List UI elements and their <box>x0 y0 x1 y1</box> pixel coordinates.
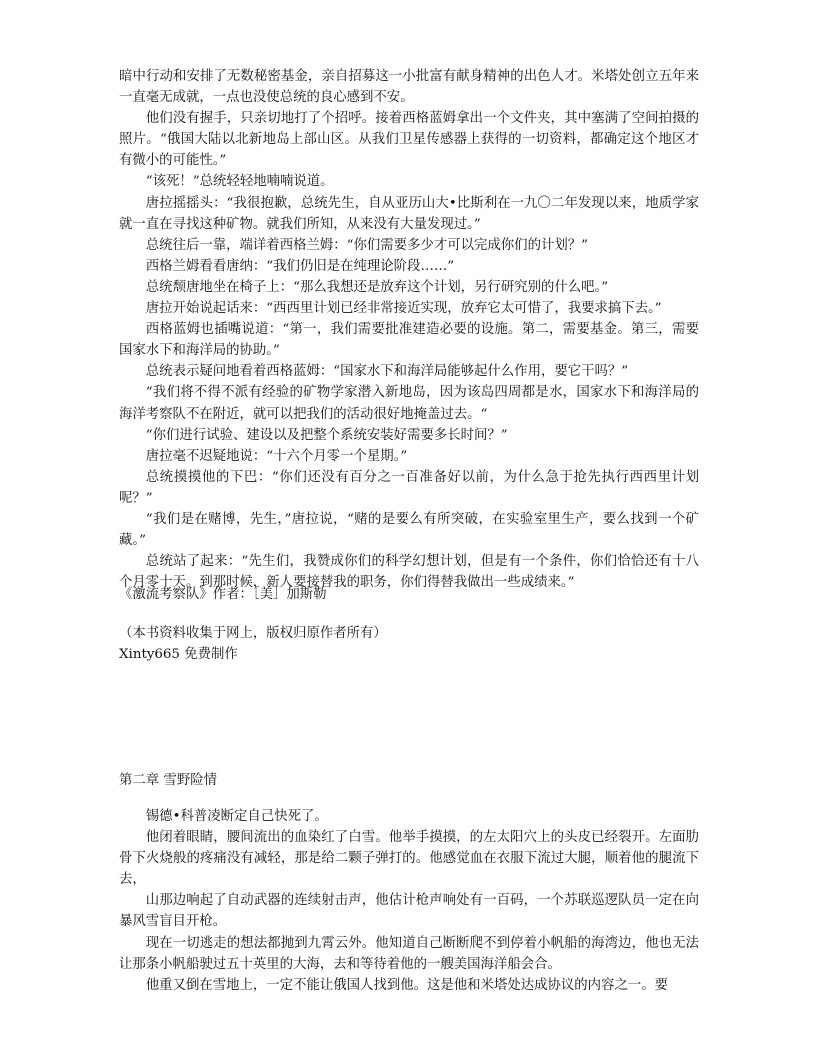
paragraph: 西格兰姆看看唐纳：“我们仍旧是在纯理论阶段……” <box>145 258 455 274</box>
paragraph: 锡德•科普凌断定自己快死了。 <box>145 809 328 824</box>
source-notes-block <box>119 623 699 665</box>
paragraph: 总统站了起来：“先生们，我赞成你们的科学幻想计划，但是有一个条件，你们恰恰还有十八个月零十天。到那时候，新人要接替我的职务，你们得替我做出一些成绩来。” <box>119 554 699 591</box>
paragraph: 暗中行动和安排了无数秘密基金，亲自招募这一小批富有献身精神的出色人才。米塔处创立五年来一直毫无成就，一点也没使总统的良心感到不安。 <box>119 69 699 106</box>
paragraph: 他重又倒在雪地上，一定不能让俄国人找到他。这是他和米塔处达成协议的内容之一。要 <box>145 977 669 993</box>
paragraph: 唐拉开始说起话来：“西西里计划已经非常接近实现，放弃它太可惜了，我要求搞下去。” <box>145 301 662 317</box>
maker-note: Xinty665 免费制作 <box>119 647 238 662</box>
paragraph: 他闭着眼睛，腰间流出的血染红了白雪。他举手摸摸，的左太阳穴上的头皮已经裂开。左面肋骨下火烧般的疼痛没有减轻，那是给二颗子弹打的。他感觉血在衣服下流过大腿，顺着他的腿流下去， <box>119 830 699 888</box>
paragraph: 总统往后一靠，端详着西格兰姆：“你们需要多少才可以完成你们的计划？” <box>145 237 588 253</box>
narrative-section-1 <box>119 66 699 593</box>
paragraph: 西格蓝姆也插嘴说道：“第一，我们需要批准建造必要的设施。第二，需要基金。第三，需要国家水下和海洋局的协助。” <box>119 322 699 359</box>
paragraph: “我们将不得不派有经验的矿物学家潜入新地岛，因为该岛四周都是水，国家水下和海洋局的海洋考察队不在附近，就可以把我们的活动很好地掩盖过去。“ <box>119 385 699 422</box>
paragraph: 山那边响起了自动武器的连续射击声，他估计枪声响处有一百码，一个苏联巡逻队员一定在向暴风雪盲目开枪。 <box>119 893 699 930</box>
paragraph: 他们没有握手，只亲切地打了个招呼。接着西格蓝姆拿出一个文件夹，其中塞满了空间拍摄的照片。“俄国大陆以北新地岛上部山区。从我们卫星传感器上获得的一切资料，都确定这个地区才有微小的可能性。” <box>119 111 699 169</box>
chapter-title: 第二章 雪野险情 <box>119 773 217 788</box>
paragraph: 总统颓唐地坐在椅子上：“那么我想还是放弃这个计划，另行研究别的什么吧。” <box>145 279 609 295</box>
paragraph: 唐拉摇摇头：“我很抱歉，总统先生，自从亚历山大•比斯利在一九〇二年发现以来，地质学家就一直在寻找这种矿物。就我们所知，从来没有大量发现过。” <box>119 195 699 232</box>
source-note: （本书资料收集于网上，版权归原作者所有） <box>119 626 387 641</box>
paragraph: 总统表示疑问地看着西格蓝姆：“国家水下和海洋局能够起什么作用，要它干吗？” <box>145 364 629 380</box>
paragraph: 唐拉毫不迟疑地说：“十六个月零一个星期。” <box>145 448 408 464</box>
book-credit-block <box>119 584 699 605</box>
narrative-section-2 <box>119 806 699 996</box>
paragraph: “你们进行试验、建设以及把整个系统安装好需要多长时间？” <box>145 427 508 443</box>
paragraph: 现在一切逃走的想法都抛到九霄云外。他知道自己断断爬不到停着小帆船的海湾边，他也无法让那条小帆船驶过五十英里的大海，去和等待着他的一艘美国海洋船会合。 <box>119 935 699 972</box>
chapter-heading-block <box>119 770 699 791</box>
book-credit: 《激流考察队》作者：［美］加斯勒 <box>119 587 327 602</box>
paragraph: “我们是在赌博，先生，”唐拉说，“赌的是要么有所突破，在实验室里生产，要么找到一个矿藏。” <box>119 511 699 549</box>
paragraph: “该死！”总统轻轻地喃喃说道。 <box>145 174 334 190</box>
paragraph: 总统摸摸他的下巴：“你们还没有百分之一百准备好以前，为什么急于抢先执行西西里计划呢？” <box>119 469 699 506</box>
